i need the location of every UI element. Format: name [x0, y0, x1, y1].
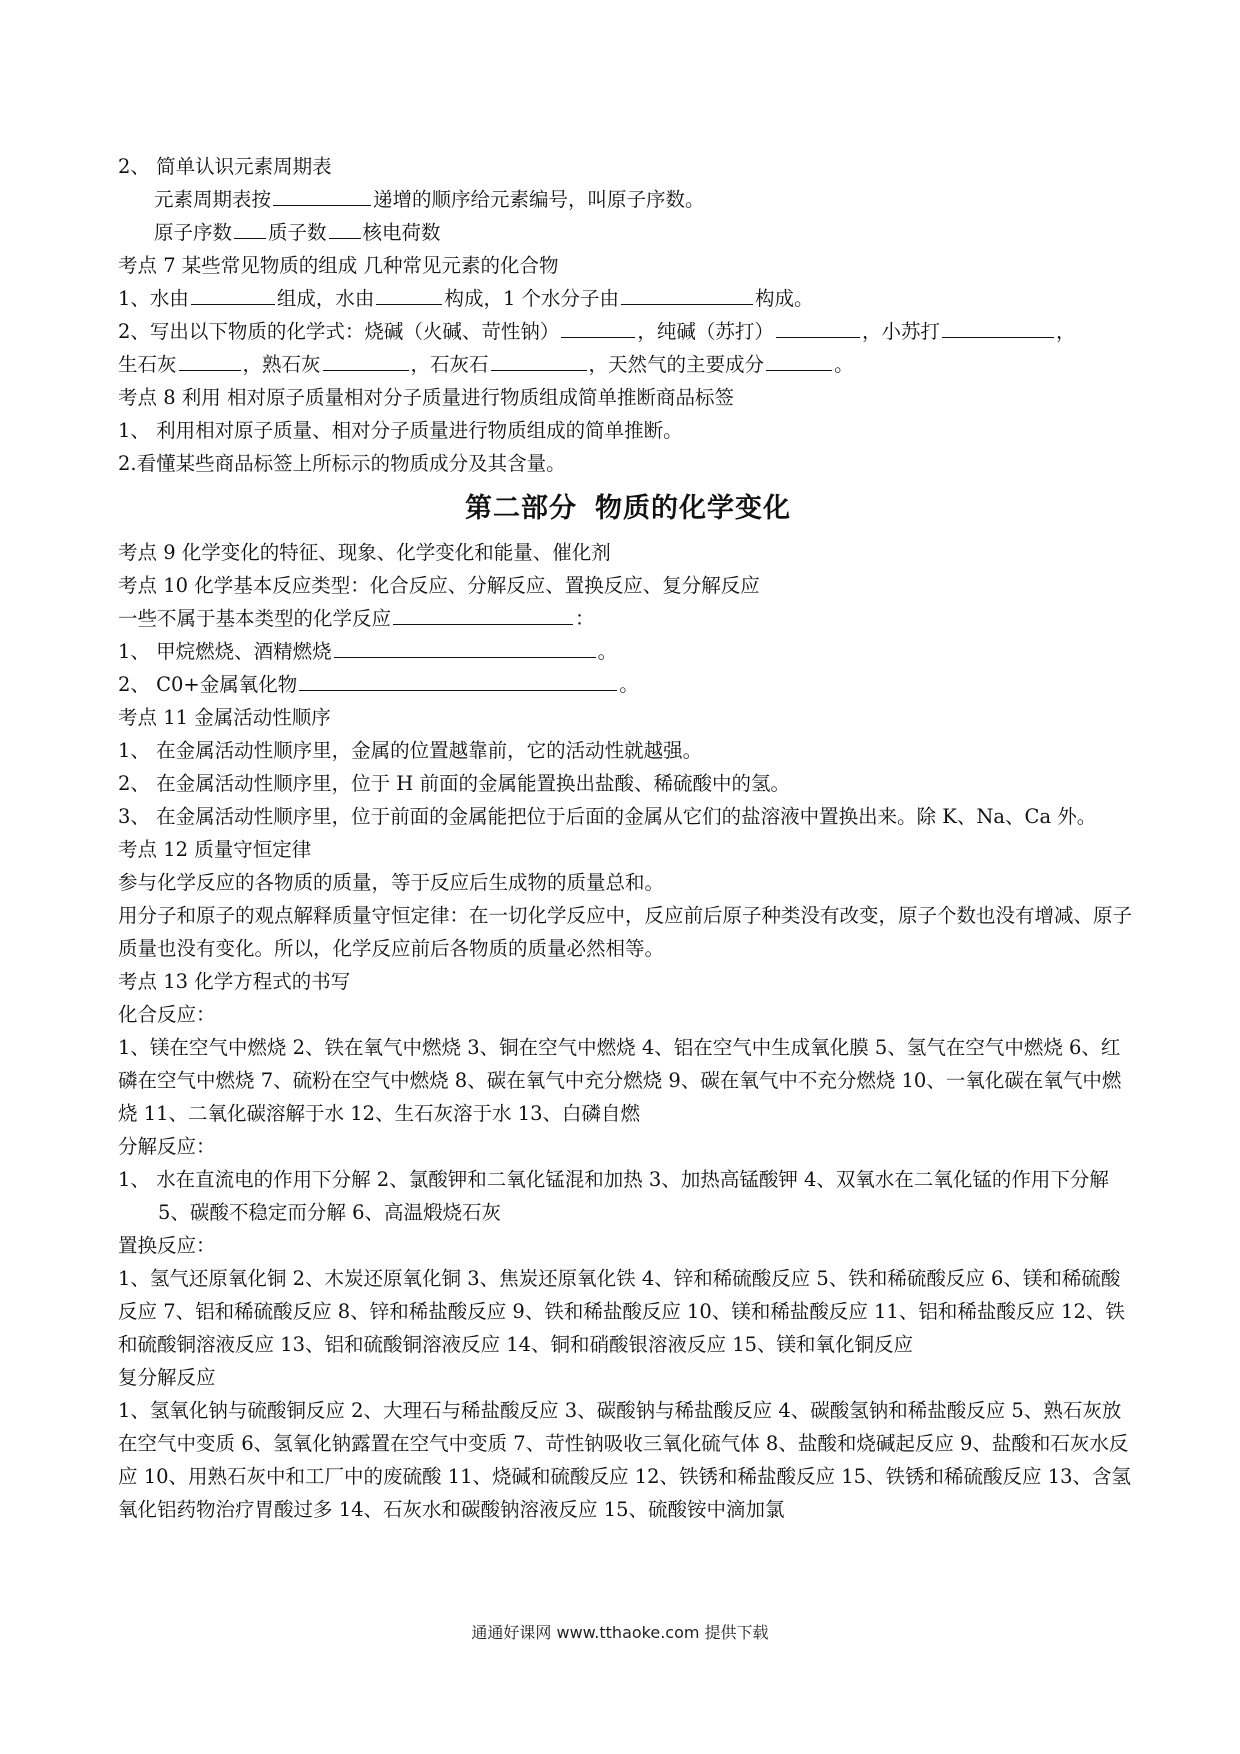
text-paragraph: 1、氢气还原氧化铜 2、木炭还原氧化铜 3、焦炭还原氧化铁 4、锌和稀硫酸反应 5、铁和稀硫酸反应 6、镁和稀硫酸反应 7、铝和稀硫酸反应 8、锌和稀盐酸反应 9、铁和稀盐酸反应 10、镁和稀盐酸反应 11、铝和稀盐酸反应 12、铁和硫酸铜溶液反应 13、铝和硫酸铜溶液反应 14、铜和硝酸银溶液反应 15、镁和氧化铜反应	[118, 1267, 1125, 1356]
topic-heading: 考点 13 化学方程式的书写	[118, 970, 351, 993]
answer-blank[interactable]	[942, 317, 1054, 338]
text-line: 2.看懂某些商品标签上所标示的物质成分及其含量。	[118, 452, 566, 475]
topic-heading: 考点 11 金属活动性顺序	[118, 706, 331, 729]
answer-blank[interactable]	[776, 317, 860, 338]
fill-line: 生石灰 ，熟石灰 ，石灰石 ，天然气的主要成分 。	[118, 348, 1138, 381]
text-paragraph: 用分子和原子的观点解释质量守恒定律：在一切化学反应中，反应前后原子种类没有改变，原子个数也没有增减、原子质量也没有变化。所以，化学反应前后各物质的质量必然相等。	[118, 904, 1133, 960]
answer-blank[interactable]	[621, 284, 753, 305]
answer-blank[interactable]	[329, 218, 361, 239]
fill-line: 1、水由 组成，水由 构成，1 个水分子由 构成。	[118, 282, 1138, 315]
answer-blank[interactable]	[299, 670, 617, 691]
topic-heading: 考点 7 某些常见物质的组成 几种常见元素的化合物	[118, 254, 559, 277]
fill-line: 1、 甲烷燃烧、酒精燃烧 。	[118, 635, 1138, 668]
text-paragraph: 1、镁在空气中燃烧 2、铁在氧气中燃烧 3、铜在空气中燃烧 4、铝在空气中生成氧化膜 5、氢气在空气中燃烧 6、红磷在空气中燃烧 7、硫粉在空气中燃烧 8、碳在氧气中充分燃烧 9、碳在氧气中不充分燃烧 10、一氧化碳在氧气中燃烧 11、二氧化碳溶解于水 12、生石灰溶于水 13、白磷自燃	[118, 1036, 1122, 1125]
topic-heading: 考点 9 化学变化的特征、现象、化学变化和能量、催化剂	[118, 541, 611, 564]
text-line: 参与化学反应的各物质的质量，等于反应后生成物的质量总和。	[118, 871, 665, 894]
page-footer: 通通好课网 www.tthaoke.com 提供下载	[471, 1623, 769, 1642]
answer-blank[interactable]	[179, 350, 241, 371]
subheading: 置换反应：	[118, 1234, 216, 1257]
answer-blank[interactable]	[561, 317, 635, 338]
subheading: 复分解反应	[118, 1366, 216, 1389]
answer-blank[interactable]	[376, 284, 442, 305]
fill-line: 一些不属于基本类型的化学反应 ：	[118, 602, 1138, 635]
part-heading: 第二部分 物质的化学变化	[465, 493, 791, 524]
fill-line: 原子序数 质子数 核电荷数	[118, 216, 1138, 249]
text-line: 1、 利用相对原子质量、相对分子质量进行物质组成的简单推断。	[118, 419, 683, 442]
answer-blank[interactable]	[191, 284, 275, 305]
topic-heading: 考点 10 化学基本反应类型：化合反应、分解反应、置换反应、复分解反应	[118, 574, 760, 597]
answer-blank[interactable]	[766, 350, 832, 371]
answer-blank[interactable]	[393, 604, 573, 625]
answer-blank[interactable]	[273, 185, 371, 206]
subheading: 分解反应：	[118, 1135, 216, 1158]
text-paragraph: 1、氢氧化钠与硫酸铜反应 2、大理石与稀盐酸反应 3、碳酸钠与稀盐酸反应 4、碳酸氢钠和稀盐酸反应 5、熟石灰放在空气中变质 6、氢氧化钠露置在空气中变质 7、苛性钠吸收三氧化硫气体 8、盐酸和烧碱起反应 9、盐酸和石灰水反应 10、用熟石灰中和工厂中的废硫酸 11、烧碱和硫酸反应 12、铁锈和稀盐酸反应 15、铁锈和稀硫酸反应 13、含氢氧化铝药物治疗胃酸过多 14、石灰水和碳酸钠溶液反应 15、硫酸铵中滴加氯	[118, 1399, 1132, 1521]
fill-line: 2、 C0+金属氧化物 。	[118, 668, 1138, 701]
fill-line: 2、写出以下物质的化学式：烧碱（火碱、苛性钠） ，纯碱（苏打） ，小苏打 ，	[118, 315, 1138, 348]
answer-blank[interactable]	[491, 350, 587, 371]
answer-blank[interactable]	[323, 350, 409, 371]
topic-heading: 考点 8 利用 相对原子质量相对分子质量进行物质组成简单推断商品标签	[118, 386, 735, 409]
answer-blank[interactable]	[234, 218, 266, 239]
text-paragraph: 1、 水在直流电的作用下分解 2、氯酸钾和二氧化锰混和加热 3、加热高锰酸钾 4、双氧水在二氧化锰的作用下分解 5、碳酸不稳定而分解 6、高温煅烧石灰	[118, 1168, 1109, 1224]
text-line: 1、 在金属活动性顺序里，金属的位置越靠前，它的活动性就越强。	[118, 739, 703, 762]
subheading: 化合反应：	[118, 1003, 216, 1026]
document-body	[118, 150, 1138, 1526]
fill-line: 元素周期表按 递增的顺序给元素编号，叫原子序数。	[118, 183, 1138, 216]
topic-heading: 考点 12 质量守恒定律	[118, 838, 312, 861]
answer-blank[interactable]	[334, 637, 596, 658]
text-paragraph: 3、 在金属活动性顺序里，位于前面的金属能把位于后面的金属从它们的盐溶液中置换出来。除 K、Na、Ca 外。	[118, 805, 1097, 828]
section-title: 2、 简单认识元素周期表	[118, 155, 332, 178]
text-line: 2、 在金属活动性顺序里，位于 H 前面的金属能置换出盐酸、稀硫酸中的氢。	[118, 772, 791, 795]
